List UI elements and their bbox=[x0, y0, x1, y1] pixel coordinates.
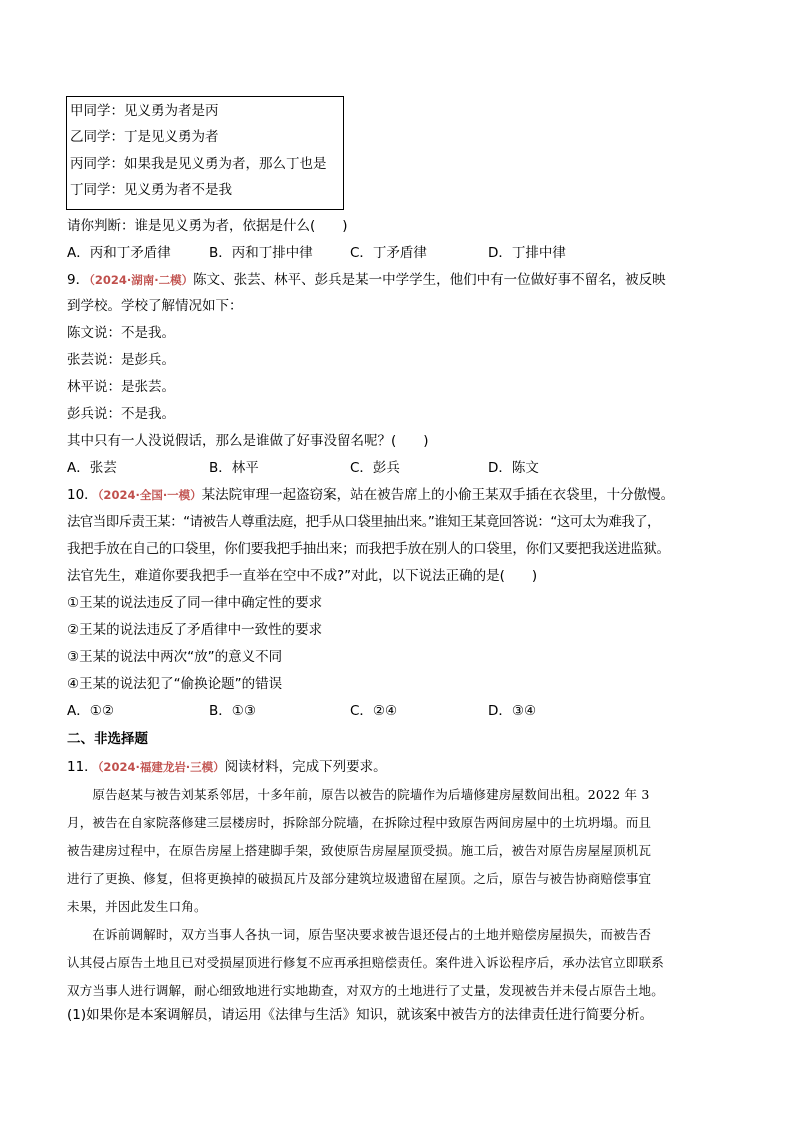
q10-option-b[interactable]: B．①③ bbox=[209, 703, 256, 719]
q9-option-a[interactable]: A．张芸 bbox=[67, 460, 117, 476]
q10-source: （2024·全国·一模） bbox=[97, 488, 202, 502]
statement-bing: 丙同学：如果我是见义勇为者，那么丁也是 bbox=[70, 156, 327, 172]
statement-box bbox=[66, 96, 344, 210]
statement-yi: 乙同学：丁是见义勇为者 bbox=[70, 129, 219, 145]
material-line-2: 月，被告在自家院落修建三层楼房时，拆除部分院墙，在拆除过程中致原告两间房屋中的土坑坍塌。而且 bbox=[67, 815, 652, 830]
q8-option-c[interactable]: C．丁矛盾律 bbox=[350, 245, 427, 261]
q9-option-c[interactable]: C．彭兵 bbox=[350, 460, 400, 476]
q10-stem-line4: 法官先生，难道你要我把手一直举在空中不成?”对此，以下说法正确的是( ) bbox=[67, 568, 538, 584]
q10-item-1: ①王某的说法违反了同一律中确定性的要求 bbox=[67, 595, 323, 611]
q8-prompt: 请你判断：谁是见义勇为者，依据是什么( ) bbox=[67, 218, 348, 234]
q10-stem-line3: 我把手放在自己的口袋里，你们要我把手抽出来；而我把手放在别人的口袋里，你们又要把我送进监狱。 bbox=[67, 541, 670, 557]
q9-stem-line1 bbox=[67, 270, 666, 290]
q11-number: 11． bbox=[67, 759, 98, 775]
material-line-5: 未果，并因此发生口角。 bbox=[67, 899, 207, 914]
material-line-7: 认其侵占原告土地且已对受损屋顶进行修复不应再承担赔偿责任。案件进入诉讼程序后，承办法官立即联系 bbox=[67, 955, 664, 970]
q8-option-b[interactable]: B．丙和丁排中律 bbox=[209, 245, 313, 261]
q9-text: 陈文、张芸、林平、彭兵是某一中学学生，他们中有一位做好事不留名，被反映 bbox=[193, 272, 666, 288]
q9-statement-1: 陈文说：不是我。 bbox=[67, 325, 175, 341]
q10-item-4: ④王某的说法犯了“偷换论题”的错误 bbox=[67, 676, 283, 692]
q9-statement-4: 彭兵说：不是我。 bbox=[67, 406, 175, 422]
q9-prompt: 其中只有一人没说假话，那么是谁做了好事没留名呢？( ) bbox=[67, 433, 429, 449]
q9-number: 9． bbox=[67, 272, 90, 288]
statement-jia: 甲同学：见义勇为者是丙 bbox=[70, 103, 219, 119]
q10-stem-line2: 法官当即斥责王某：“请被告人尊重法庭，把手从口袋里抽出来。”谁知王某竟回答说：“这可太为难我了， bbox=[67, 514, 660, 530]
section-heading: 二、非选择题 bbox=[67, 731, 148, 747]
q11-stem bbox=[67, 757, 387, 777]
q9-source: （2024·湖南·二模） bbox=[89, 273, 194, 287]
q11-source: （2024·福建龙岩·三模） bbox=[97, 760, 225, 774]
material-line-6: 在诉前调解时，双方当事人各执一词，原告坚决要求被告退还侵占的土地并赔偿房屋损失，而被告否 bbox=[67, 927, 652, 942]
q9-option-d[interactable]: D．陈文 bbox=[488, 460, 539, 476]
q11-subquestion-1: (1)如果你是本案调解员，请运用《法律与生活》知识，就该案中被告方的法律责任进行简要分析。 bbox=[67, 1007, 654, 1023]
q10-option-c[interactable]: C．②④ bbox=[350, 703, 398, 719]
q8-option-a[interactable]: A．丙和丁矛盾律 bbox=[67, 245, 171, 261]
material-line-4: 进行了更换、修复，但将更换掉的破损瓦片及部分建筑垃圾遗留在屋顶。之后，原告与被告协商赔偿事宜 bbox=[67, 871, 652, 886]
material-line-8: 双方当事人进行调解，耐心细致地进行实地勘查，对双方的土地进行了丈量，发现被告并未侵占原告土地。 bbox=[67, 983, 664, 998]
material-line-1: 原告赵某与被告刘某系邻居，十多年前，原告以被告的院墙作为后墙修建房屋数间出租。2022 年 3 bbox=[67, 787, 650, 802]
q10-number: 10． bbox=[67, 487, 98, 503]
q10-text: 某法院审理一起盗窃案，站在被告席上的小偷王某双手插在衣袋里，十分傲慢。 bbox=[201, 487, 675, 503]
q10-option-d[interactable]: D．③④ bbox=[488, 703, 537, 719]
statement-ding: 丁同学：见义勇为者不是我 bbox=[70, 182, 232, 198]
q9-option-b[interactable]: B．林平 bbox=[209, 460, 259, 476]
q9-statement-2: 张芸说：是彭兵。 bbox=[67, 352, 175, 368]
q10-item-2: ②王某的说法违反了矛盾律中一致性的要求 bbox=[67, 622, 323, 638]
q11-lead: 阅读材料，完成下列要求。 bbox=[224, 759, 387, 775]
q9-statement-3: 林平说：是张芸。 bbox=[67, 379, 175, 395]
q8-option-d[interactable]: D．丁排中律 bbox=[488, 245, 566, 261]
q10-option-a[interactable]: A．①② bbox=[67, 703, 114, 719]
material-line-3: 被告建房过程中，在原告房屋上搭建脚手架，致使原告房屋屋顶受损。施工后，被告对原告房屋屋顶机瓦 bbox=[67, 843, 652, 858]
q9-stem-line2: 到学校。学校了解情况如下： bbox=[67, 298, 243, 314]
q10-item-3: ③王某的说法中两次“放”的意义不同 bbox=[67, 649, 283, 665]
q10-stem-line1 bbox=[67, 485, 674, 505]
